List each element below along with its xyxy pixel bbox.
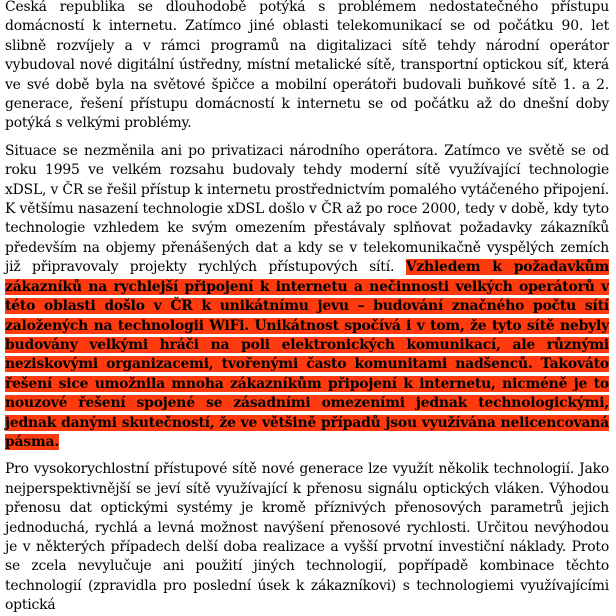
paragraph-2	[5, 142, 609, 453]
paragraph-2-text: Situace se nezměnila ani po privatizaci národního operátora. Zatímco ve světě se od roku 1995 ve velkém rozsahu budovaly tehdy moderní sítě využívající technologie xDSL, v ČR se řešil přístup k internetu prostřednictvím pomalého vytáčeného připojení. K většímu nasazení technologie xDSL došlo v ČR až po roce 2000, tedy v době, kdy tyto technologie vzhledem ke svým omezením přestávaly splňovat požadavky zákazníků především na objemy přenášených dat a kdy se v telekomunikačně vyspělých zemích již připravovaly projekty rychlých přístupových sítí.	[5, 142, 609, 276]
paragraph-1: Česká republika se dlouhodobě potýká s problémem nedostatečného přístupu domácností k internetu. Zatímco jiné oblasti telekomunikací se od počátku 90. let slibně rozvíjely a v rámci programů na digitalizaci sítě tehdy národní operátor vybudoval nové digitální ústředny, místní metalické sítě, transportní optickou síť, která ve své době byla na světové špičce a mobilní operátoři budovali buňkové sítě 1. a 2. generace, řešení přístupu domácností k internetu se od počátku až do dnešní doby potýká s velkými problémy.	[5, 0, 609, 132]
paragraph-3: Pro vysokorychlostní přístupové sítě nové generace lze využít několik technologií. Jako nejperspektivnější se jeví sítě využívající k přenosu signálu optických vláken. Výhodou přenosu dat optickými systémy je kromě příznivých přenosových parametrů jejich jednoduchá, rychlá a levná možnost navýšení přenosové rychlosti. Určitou nevýhodou je v některých případech delší doba realizace a vyšší prvotní investiční náklady. Proto se zcela nevylučuje ani použití jiných technologií, popřípadě kombinace těchto technologií (zpravidla pro poslední úsek k zákazníkovi) s technologiemi využívajícími optická	[5, 461, 609, 614]
highlighted-passage: Vzhledem k požadavkům zákazníků na rychlejší připojení k internetu a nečinnosti velkých operátorů v této oblasti došlo v ČR k unikátnímu jevu – budování značného počtu sítí založených na technologii WiFi. Unikátnost spočívá i v tom, že tyto sítě nebyly budovány velkými hráči na poli elektronických komunikací, ale různými neziskovými organizacemi, tvořenými často komunitami nadšenců. Takováto řešení sice umožnila mnoha zákazníkům připojení k internetu, nicméně je to nouzové řešení spojené se zásadními omezeními jednak technologickými, jednak danými skutečností, že ve většině případů jsou využívána nelicencovaná pásma.	[5, 259, 609, 450]
